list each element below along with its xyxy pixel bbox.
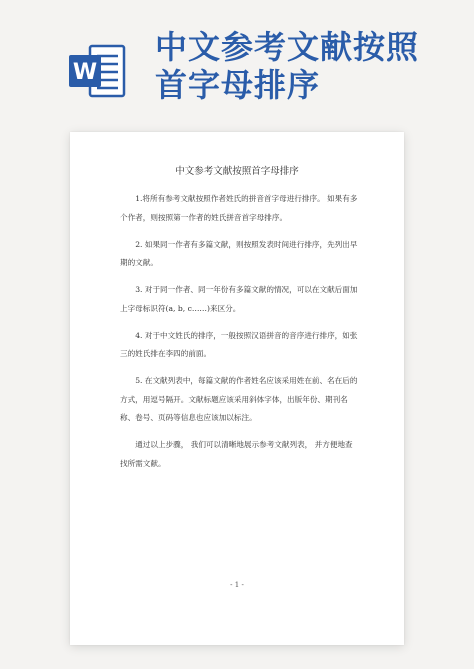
paragraph-6: 通过以上步骤， 我们可以清晰地展示参考文献列表， 并方便地查找所需文献。 (120, 440, 353, 468)
header-banner (0, 0, 474, 140)
banner-title-line1: 中文参考文献按照 (155, 28, 420, 66)
banner-title-line2: 首字母排序 (155, 66, 321, 104)
document-body (120, 190, 358, 482)
paragraph-5: 5. 在文献列表中，每篇文献的作者姓名应该采用姓在前、名在后的方式，用逗号隔开。文献标题应该采用斜体字体，出版年份、期刊名称、卷号、页码等信息也应该加以标注。 (120, 376, 358, 422)
word-icon-letter: W (72, 60, 98, 85)
word-document-icon (66, 40, 128, 102)
paragraph-1: 1.将所有参考文献按照作者姓氏的拼音首字母进行排序。 如果有多个作者，则按照第一作者的姓氏拼音首字母排序。 (120, 194, 358, 222)
paragraph-2: 2. 如果同一作者有多篇文献，则按照发表时间进行排序，先列出早期的文献。 (120, 239, 358, 267)
paragraph-4: 4. 对于中文姓氏的排序，一般按照汉语拼音的音序进行排序，如张三的姓氏排在李四的前面。 (120, 330, 358, 358)
paragraph-3: 3. 对于同一作者、同一年份有多篇文献的情况，可以在文献后面加上字母标识符(a, b, c……)来区分。 (120, 285, 358, 313)
document-title: 中文参考文献按照首字母排序 (175, 166, 299, 177)
page-number: - 1 - (230, 581, 244, 589)
banner-title (155, 28, 455, 104)
document-page (70, 132, 404, 645)
